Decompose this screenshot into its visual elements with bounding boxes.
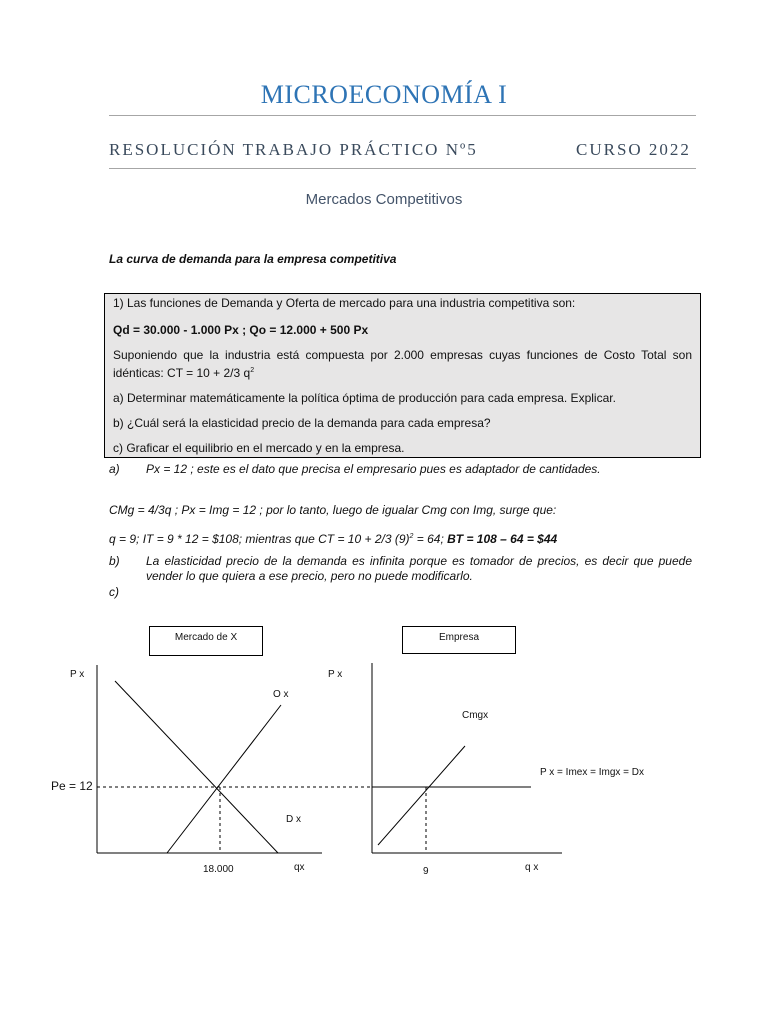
market-x-label: qx <box>294 862 305 873</box>
problem-assumption: Suponiendo que la industria está compuesta por 2.000 empresas cuyas funciones de Costo Total son idénticas: CT = 10 + 2/3 $q^2$ <box>113 348 692 380</box>
problem-part-b: b) ¿Cuál será la elasticidad precio de la demanda para cada empresa? <box>113 416 491 430</box>
market-demand-curve <box>115 681 278 853</box>
answer-b-text: La elasticidad precio de la demanda es infinita porque es tomador de precios, es decir que puede vender lo que quiera a ese precio, pero no puede modificarlo. <box>146 554 692 583</box>
course-year: CURSO 2022 <box>576 140 691 159</box>
firm-quantity-label: 9 <box>423 866 429 877</box>
market-supply-curve <box>167 705 281 853</box>
problem-part-a: a) Determinar matemáticamente la política óptima de producción para cada empresa. Explicar. <box>113 391 616 405</box>
document-title: MICROECONOMÍA I <box>260 80 508 109</box>
firm-price-line-label: P x = Imex = Imgx = Dx <box>540 767 645 778</box>
problem-intro: 1) Las funciones de Demanda y Oferta de mercado para una industria competitiva son: <box>113 296 576 310</box>
answer-line-1: CMg = 4/3q ; Px = Img = 12 ; por lo tanto, luego de igualar Cmg con Img, surge que: <box>109 503 557 517</box>
answer-a-text: Px = 12 ; este es el dato que precisa el empresario pues es adaptador de cantidades. <box>146 462 601 476</box>
market-quantity-label: 18.000 <box>203 864 234 875</box>
firm-cmg-curve <box>378 746 465 845</box>
market-supply-label: O x <box>273 689 289 700</box>
firm-cmg-label: Cmgx <box>462 710 489 721</box>
section-title: Mercados Competitivos <box>305 191 463 208</box>
topic-heading: La curva de demanda para la empresa competitiva <box>109 252 397 266</box>
firm-y-label: P x <box>328 669 343 680</box>
problem-part-c: c) Graficar el equilibrio en el mercado y en la empresa. <box>113 441 405 455</box>
market-y-label: P x <box>70 669 85 680</box>
profit-result: BT = 108 – 64 = $44 <box>447 532 558 546</box>
document-subtitle: RESOLUCIÓN TRABAJO PRÁCTICO Nº5 <box>109 140 478 159</box>
answer-line-2: q = 9; IT = 9 * 12 = $108; mientras que CT = 10 + 2/3 $(9)^2 = 64$; BT = 108 – 64 = $44 <box>109 532 558 546</box>
answer-b-label: b) <box>109 554 120 568</box>
firm-x-label: q x <box>525 862 539 873</box>
problem-equations: Qd = 30.000 - 1.000 Px ; Qo = 12.000 + 500 Px <box>113 323 369 337</box>
firm-graph-title-box: Empresa <box>402 626 516 654</box>
answer-c-label: c) <box>109 585 119 599</box>
answer-a-label: a) <box>109 462 120 476</box>
market-graph-title-box: Mercado de X <box>149 626 263 656</box>
market-demand-label: D x <box>286 814 301 825</box>
equilibrium-price-label: Pe = 12 <box>51 779 93 793</box>
